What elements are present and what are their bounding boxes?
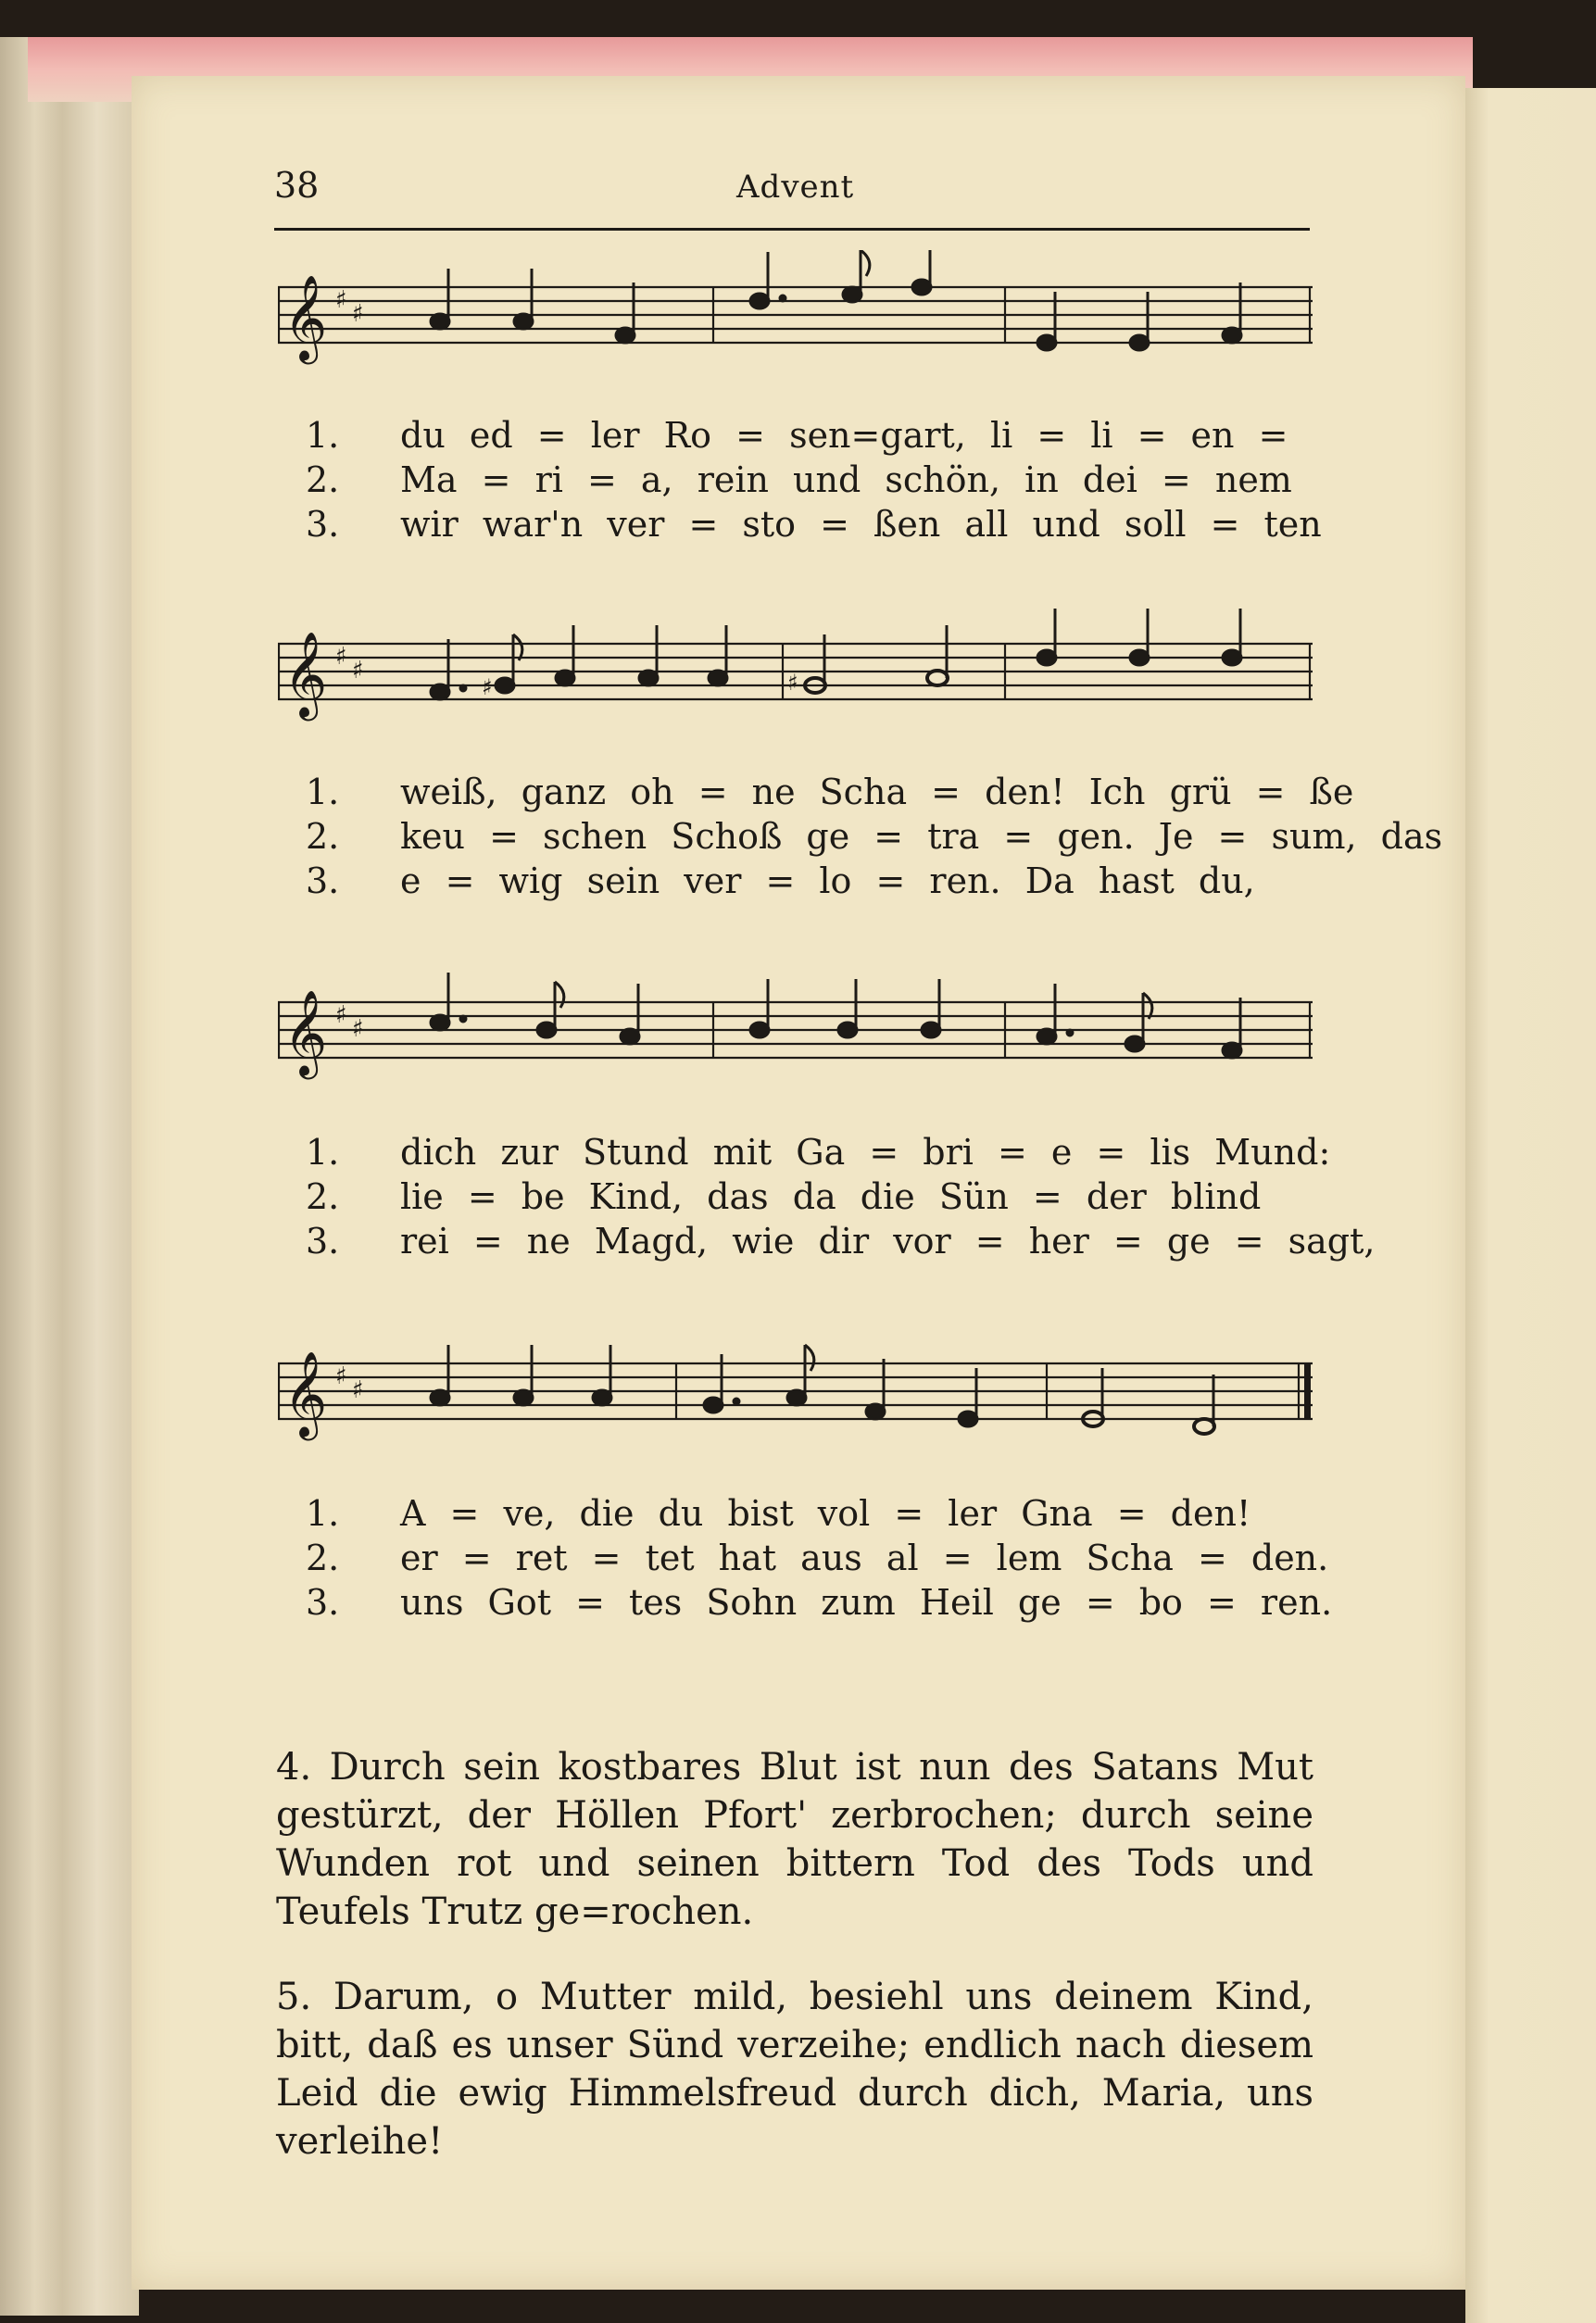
page-number: 38: [274, 165, 320, 206]
note: [556, 671, 574, 685]
stanza-number: 5.: [276, 1976, 312, 2018]
note: [750, 294, 769, 308]
verse-number: 2.: [306, 1176, 340, 1217]
lyric-text: A = ve, die du bist vol = ler Gna = den!: [400, 1493, 1251, 1534]
verse-number: 3.: [306, 1582, 340, 1623]
note: [616, 328, 635, 343]
lyric-text: Ma = ri = a, rein und schön, in dei = nem: [400, 459, 1292, 500]
book-page-stack: [0, 37, 139, 2316]
stanza-text: Darum, o Mutter mild, besiehl uns deinem Kind, bitt, daß es unser Sünd verzeihe; endlich nach diesem Leid die ewig Himmelsfreud durch dich, Maria, uns verleihe!: [276, 1976, 1313, 2163]
note: [621, 1029, 639, 1044]
sharp-icon: ♯: [352, 1376, 364, 1404]
sharp-icon: ♯: [335, 1001, 347, 1029]
lyric-line: [306, 816, 1443, 860]
note: [1223, 650, 1241, 665]
lyric-text: uns Got = tes Sohn zum Heil ge = bo = ren.: [400, 1582, 1333, 1623]
lyrics-block-4: [306, 1493, 1333, 1626]
note: [496, 678, 514, 693]
sharp-icon: ♯: [352, 300, 364, 328]
note: [1037, 335, 1056, 350]
lyric-text: wir war'n ver = sto = ßen all und soll = ten: [400, 504, 1322, 545]
note: [843, 287, 861, 302]
sharp-icon: ♯: [335, 1362, 347, 1390]
lyric-line: [306, 459, 1306, 504]
note: [787, 1390, 806, 1405]
lyric-line: [306, 772, 1354, 816]
verse-number: 1.: [306, 415, 340, 456]
treble-clef-icon: 𝄞: [283, 989, 328, 1075]
treble-clef-icon: 𝄞: [283, 631, 328, 717]
note: [750, 1023, 769, 1037]
verse-number: 2.: [306, 1538, 340, 1578]
stanza-4: [276, 1743, 1313, 1936]
note: [1037, 1029, 1056, 1044]
lyric-text: lie = be Kind, das da die Sün = der blind: [400, 1176, 1262, 1217]
lyric-text: er = ret = tet hat aus al = lem Scha = den.: [400, 1538, 1329, 1578]
stanza-5: [276, 1973, 1313, 2166]
lyrics-block-2: [306, 772, 1443, 905]
music-staff-2: [278, 607, 1313, 736]
lyric-text: keu = schen Schoß ge = tra = gen. Je = sum, das: [400, 816, 1443, 857]
note: [431, 1390, 449, 1405]
stanza-text: Durch sein kostbares Blut ist nun des Satans Mut gestürzt, der Höllen Pfort' zerbrochen; durch seine Wunden rot und seinen bittern Tod des Tods und Teufels Trutz ge=rochen.: [276, 1746, 1313, 1933]
lyric-text: weiß, ganz oh = ne Scha = den! Ich grü = ße: [400, 772, 1354, 812]
sharp-icon: ♯: [787, 670, 798, 696]
note: [927, 671, 948, 685]
verse-number: 1.: [306, 1132, 340, 1173]
note: [537, 1023, 556, 1037]
note: [431, 314, 449, 329]
verse-number: 3.: [306, 860, 340, 901]
note: [959, 1412, 977, 1426]
note: [1223, 1043, 1241, 1058]
lyric-text: dich zur Stund mit Ga = bri = e = lis Mund:: [400, 1132, 1331, 1173]
treble-clef-icon: 𝄞: [283, 274, 328, 360]
music-staff-1: [278, 250, 1313, 380]
sharp-icon: ♯: [482, 674, 493, 700]
lyric-text: du ed = ler Ro = sen=gart, li = li = en =: [400, 415, 1288, 456]
note: [912, 280, 931, 295]
sharp-icon: ♯: [352, 1015, 364, 1043]
note: [922, 1023, 940, 1037]
music-staff-4: [278, 1326, 1313, 1456]
sharp-icon: ♯: [335, 643, 347, 671]
note: [431, 1015, 449, 1030]
sharp-icon: ♯: [335, 286, 347, 314]
verse-number: 1.: [306, 772, 340, 812]
sharp-icon: ♯: [352, 657, 364, 684]
lyric-line: [306, 1493, 1306, 1538]
note: [1130, 650, 1149, 665]
header-rule: [274, 228, 1310, 231]
note: [704, 1398, 723, 1413]
note: [866, 1404, 885, 1419]
note: [1037, 650, 1056, 665]
verse-number: 1.: [306, 1493, 340, 1534]
stanza-number: 4.: [276, 1746, 312, 1789]
facing-page: [1465, 88, 1596, 2323]
note: [1130, 335, 1149, 350]
note: [1223, 328, 1241, 343]
note: [593, 1390, 611, 1405]
note: [1125, 1036, 1144, 1051]
note: [709, 671, 727, 685]
verse-number: 2.: [306, 816, 340, 857]
lyrics-block-3: [306, 1132, 1376, 1265]
lyric-text: e = wig sein ver = lo = ren. Da hast du,: [400, 860, 1255, 901]
music-staff-3: [278, 965, 1313, 1095]
lyric-line: [306, 415, 1306, 459]
lyric-line: [306, 1582, 1333, 1626]
note: [514, 314, 533, 329]
note: [838, 1023, 857, 1037]
lyrics-block-1: [306, 415, 1322, 548]
lyric-line: [306, 1176, 1306, 1221]
treble-clef-icon: 𝄞: [283, 1350, 328, 1437]
verse-number: 3.: [306, 1221, 340, 1262]
lyric-text: rei = ne Magd, wie dir vor = her = ge = sagt,: [400, 1221, 1376, 1262]
note: [1194, 1419, 1214, 1434]
page-title: Advent: [736, 169, 855, 206]
lyric-line: [306, 1221, 1376, 1265]
verse-number: 2.: [306, 459, 340, 500]
note: [431, 684, 449, 699]
lyric-line: [306, 1132, 1331, 1176]
verse-number: 3.: [306, 504, 340, 545]
lyric-line: [306, 860, 1306, 905]
note: [639, 671, 658, 685]
lyric-line: [306, 1538, 1329, 1582]
note: [514, 1390, 533, 1405]
lyric-line: [306, 504, 1322, 548]
